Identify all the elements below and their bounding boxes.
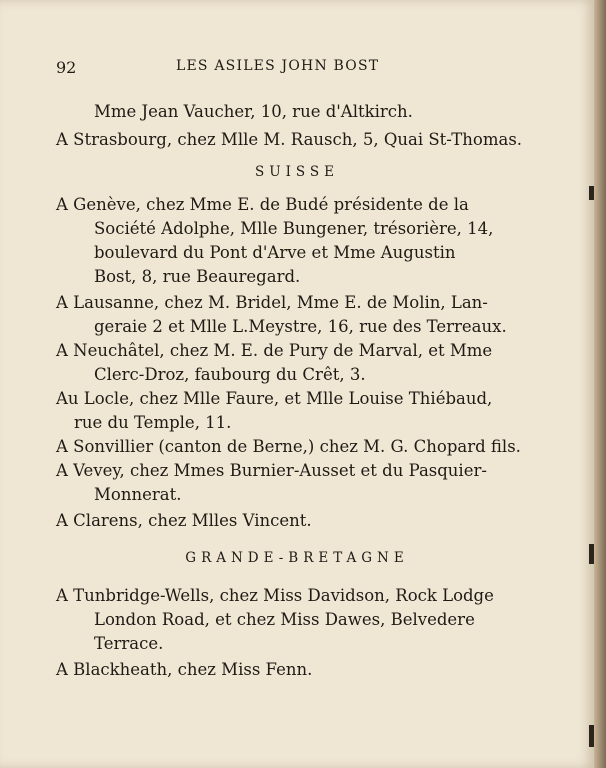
text-line: Mme Jean Vaucher, 10, rue d'Altkirch. (94, 102, 413, 121)
text-line: A Lausanne, chez M. Bridel, Mme E. de Molin, Lan- (56, 293, 488, 312)
text-line: Monnerat. (94, 485, 182, 504)
text-line: A Neuchâtel, chez M. E. de Pury de Marval, et Mme (56, 341, 493, 360)
text-line: A Vevey, chez Mmes Burnier-Ausset et du Pasquier- (56, 461, 487, 480)
text-line: Clerc-Droz, faubourg du Crêt, 3. (94, 365, 366, 384)
text-line: A Tunbridge-Wells, chez Miss Davidson, Rock Lodge (56, 586, 494, 605)
text-line: Bost, 8, rue Beauregard. (94, 267, 301, 286)
page-number: 92 (56, 58, 77, 77)
text-line: Société Adolphe, Mlle Bungener, trésorière, 14, (94, 219, 494, 238)
text-line: A Clarens, chez Mlles Vincent. (56, 511, 312, 530)
page-edge (594, 0, 606, 768)
text-line: Terrace. (94, 634, 164, 653)
text-line: A Genève, chez Mme E. de Budé présidente de la (56, 195, 469, 214)
text-line: London Road, et chez Miss Dawes, Belvedere (94, 610, 475, 629)
text-line: rue du Temple, 11. (74, 413, 232, 432)
text-line: geraie 2 et Mlle L.Meystre, 16, rue des Terreaux. (94, 317, 507, 336)
text-line: A Sonvillier (canton de Berne,) chez M. G. Chopard fils. (56, 437, 521, 456)
page-header (0, 58, 594, 82)
section-heading-grande-bretagne: GRANDE-BRETAGNE (185, 550, 409, 566)
text-line: A Strasbourg, chez Mlle M. Rausch, 5, Quai St-Thomas. (56, 130, 523, 149)
text-line: A Blackheath, chez Miss Fenn. (56, 660, 313, 679)
text-line: Au Locle, chez Mlle Faure, et Mlle Louise Thiébaud, (56, 389, 493, 408)
text-line: boulevard du Pont d'Arve et Mme Augustin (94, 243, 456, 262)
section-heading-suisse: SUISSE (254, 164, 340, 180)
running-title: LES ASILES JOHN BOST (176, 58, 380, 74)
